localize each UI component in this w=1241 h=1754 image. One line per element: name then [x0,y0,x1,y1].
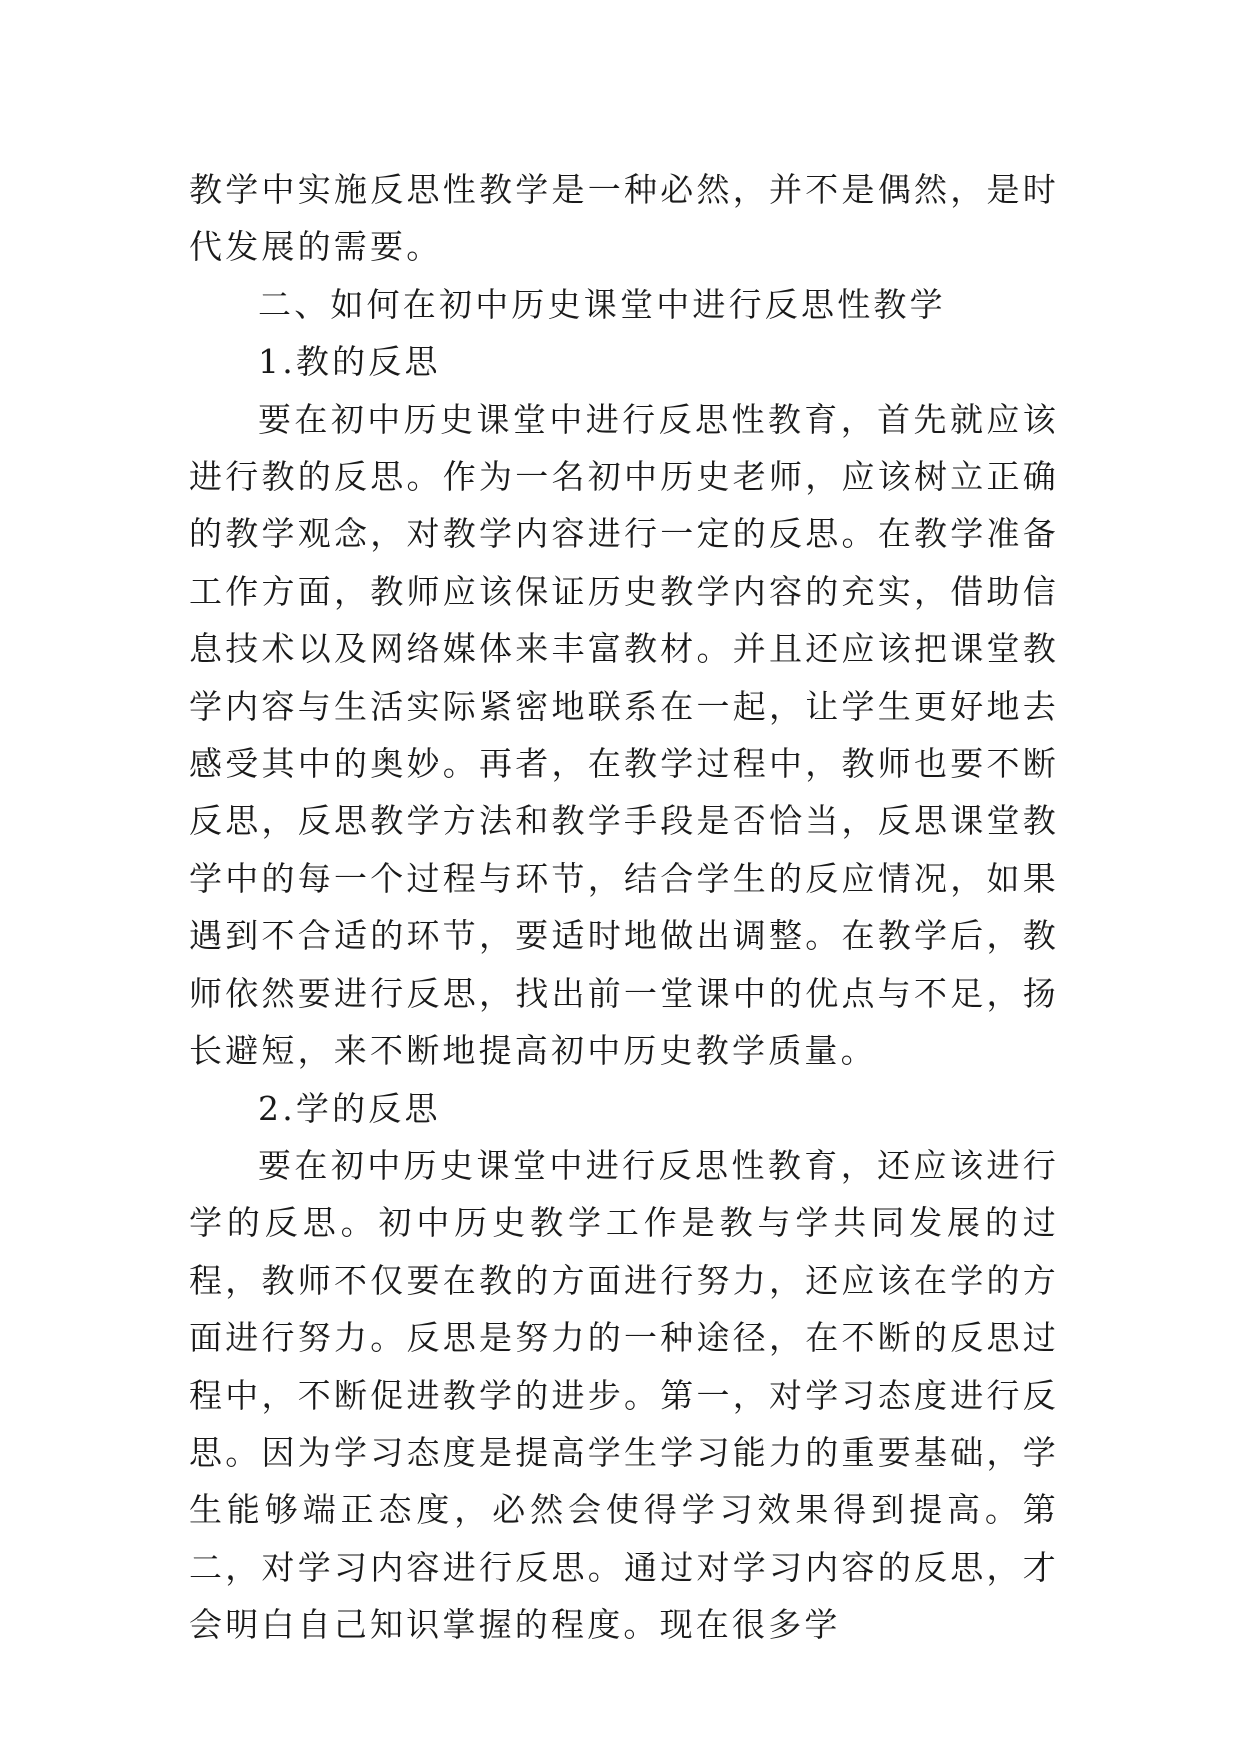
document-body [189,161,1059,1654]
section-heading: 二、如何在初中历史课堂中进行反思性教学 [258,284,946,324]
paragraph-teaching-reflection: 要在初中历史课堂中进行反思性教育，首先就应该进行教的反思。作为一名初中历史老师，应该树立正确的教学观念，对教学内容进行一定的反思。在教学准备工作方面，教师应该保证历史教学内容的充实，借助信息技术以及网络媒体来丰富教材。并且还应该把课堂教学内容与生活实际紧密地联系在一起，让学生更好地去感受其中的奥妙。再者，在教学过程中，教师也要不断反思，反思教学方法和教学手段是否恰当，反思课堂教学中的每一个过程与环节，结合学生的反应情况，如果遇到不合适的环节，要适时地做出调整。在教学后，教师依然要进行反思，找出前一堂课中的优点与不足，扬长避短，来不断地提高初中历史教学质量。 [189,399,1059,1071]
subsection-heading-learning-reflection: 2.学的反思 [258,1088,441,1128]
subsection-heading-teaching-reflection: 1.教的反思 [258,342,441,382]
paragraph-continuation: 教学中实施反思性教学是一种必然，并不是偶然，是时代发展的需要。 [189,170,1059,267]
paragraph-learning-reflection: 要在初中历史课堂中进行反思性教育，还应该进行学的反思。初中历史教学工作是教与学共同发展的过程，教师不仅要在教的方面进行努力，还应该在学的方面进行努力。反思是努力的一种途径，在不断的反思过程中，不断促进教学的进步。第一，对学习态度进行反思。因为学习态度是提高学生学习能力的重要基础，学生能够端正态度，必然会使得学习效果得到提高。第二，对学习内容进行反思。通过对学习内容的反思，才会明白自己知识掌握的程度。现在很多学 [189,1145,1059,1645]
